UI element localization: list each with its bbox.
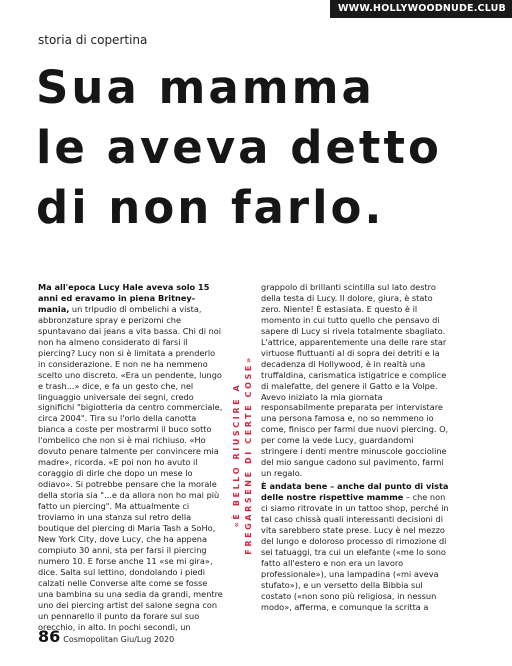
lead-bold-text: Ma all'epoca Lucy Hale aveva solo 15 anni ed eravamo in piena Britney-mania,	[38, 282, 210, 314]
pull-quote	[231, 355, 255, 555]
right-paragraph-2	[261, 481, 449, 612]
right-column	[261, 282, 449, 613]
pull-quote-line-1: «È BELLO RIUSCIRE A	[232, 382, 241, 528]
subhead-bold-text: È andata bene – anche dal punto di vista delle nostre rispettive mamme	[261, 481, 449, 503]
left-column	[38, 282, 224, 633]
left-body-text: un tripudio di ombelichi a vista, abbronzature spray e perizomi che spuntavano dai jeans a vita bassa. Chi di noi non ha almeno considerato di farsi il piercing? Lucy non si è limitata a prenderlo in considerazione. E non ne ha nemmeno scelto uno discreto. «Era un pendente, lungo e trash...» dice, e fa un gesto che, nel linguaggio universale dei segni, credo significhi "bigiotteria da centro commerciale, circa 2004". Tira su l'orlo della canotta bianca a coste per mostrarmi il buco sotto l'ombelico che non si è mai richiuso. «Ho dovuto penare talmente per convincere mia madre», ricorda. «E poi non ho avuto il coraggio di dirle che dopo un mese lo odiavo». Si potrebbe pensare che la morale della storia sia "...e da allora non ho mai più fatto un piercing". Ma attualmente ci troviamo in una stanza sul retro della boutique del piercing di Maria Tash a SoHo, New York City, dove Lucy, che ha appena compiuto 30 anni, sta per farsi il piercing numero 10. E forse anche 11 «se mi gira», dice. Salta sul lettino, dondolando i piedi calzati nelle Converse alte come se fosse una bambina su una sedia da grandi, mentre uno dei piercing artist del salone segna con un pennarello il punto da forare sul suo orecchio, in alto. In pochi secondi, un	[38, 303, 223, 632]
page-number: 86	[38, 627, 61, 646]
left-paragraph	[38, 282, 224, 633]
headline-line-3: di non farlo.	[36, 181, 385, 234]
magazine-issue: Cosmopolitan Giu/Lug 2020	[63, 635, 175, 644]
headline	[36, 58, 486, 238]
section-label: storia di copertina	[38, 33, 148, 47]
page-footer	[38, 627, 174, 646]
right-paragraph-1: grappolo di brillanti scintilla sul lato destro della testa di Lucy. Il dolore, giura, è stato zero. Niente! È estasiata. E questo è il momento in cui tutto quello che pensavo di sapere di Lucy si rivela totalmente sbagliato. L'attrice, apparentemente una delle rare star virtuose fluttuanti al di sopra dei detriti e la decadenza di Hollywood, è in realtà una truffaldina, carismatica istigatrice e complice di malefatte, del genere il Gatto e la Volpe. Avevo iniziato la mia giornata responsabilmente preparata per intervistare una persona famosa e, no so nemmeno io come, finisco per farmi due nuovi piercing. O, per come la vede Lucy, guardandomi stringere i denti mentre minuscole goccioline del mio sangue cadono sul pavimento, farmi un regalo.	[261, 282, 449, 479]
watermark: WWW.HOLLYWOODNUDE.CLUB	[330, 0, 512, 18]
headline-line-2: le aveva detto	[36, 121, 442, 174]
pull-quote-line-2: FREGARSENE DI CERTE COSE»	[244, 355, 253, 555]
headline-line-1: Sua mamma	[36, 61, 375, 114]
right-body-text: – che non ci siamo ritrovate in un tattoo shop, perché in tal caso chissà quali interessanti decisioni di vita sarebbero state prese. Lucy è nel mezzo del lungo e doloroso processo di rimozione di sei tatuaggi, tra cui un elefante («me lo sono fatto all'estero e non era un lavoro professionale»), una lampadina («mi aveva stufato»), e un versetto della Bibbia sul costato («non sono più religiosa, in nessun modo», afferma, e comunque la scritta a	[261, 492, 449, 612]
